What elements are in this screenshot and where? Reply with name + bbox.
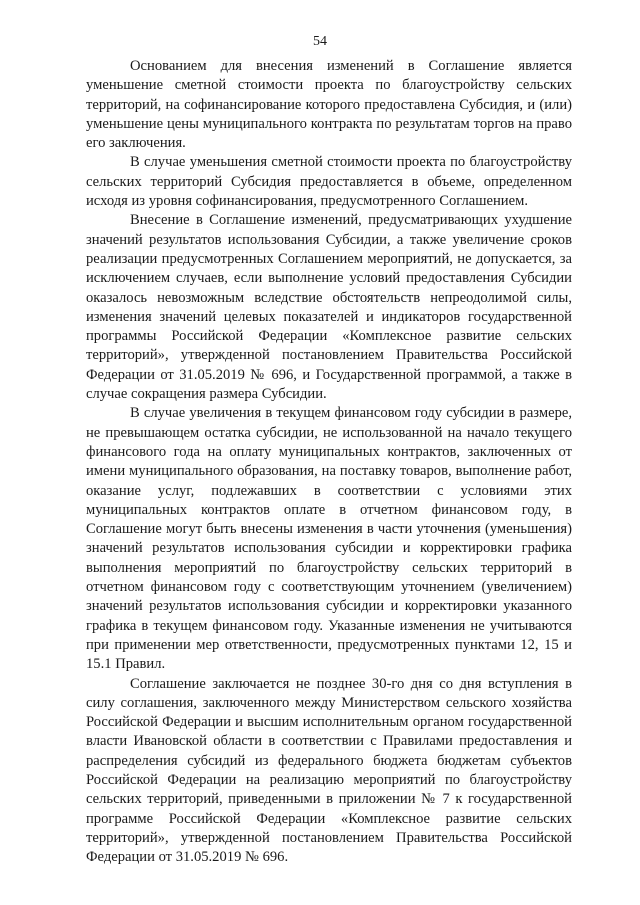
paragraph-grounds-for-changes: Основанием для внесения изменений в Соглашение является уменьшение сметной стоимости проекта по благоустройству сельских территорий, на софинансирование которого предоставлена Субсидия, и (или) уменьшение цены муниципального контракта по результатам торгов на право его заключения. xyxy=(86,58,572,152)
paragraph-changes-restrictions: Внесение в Соглашение изменений, предусматривающих ухудшение значений результатов использования Субсидии, а также увеличение сроков реализации предусмотренных Соглашением мероприятий, не допускается, за исключением случаев, если выполнение условий предоставления Субсидии оказалось невозможным вследствие обстоятельств непреодолимой силы, изменения значений целевых показателей и индикаторов государственной программы Российской Федерации «Комплексное развитие сельских территорий», утвержденной постановлением Правительства Российской Федерации от 31.05.2019 № 696, и Государственной программой, а также в случае сокращения размера Субсидии. xyxy=(86,212,572,403)
paragraph-cost-reduction: В случае уменьшения сметной стоимости проекта по благоустройству сельских территорий Субсидия предоставляется в объеме, определенном исходя из уровня софинансирования, предусмотренного Соглашением. xyxy=(86,154,572,210)
paragraph-agreement-deadline: Соглашение заключается не позднее 30-го дня со дня вступления в силу соглашения, заключенного между Министерством сельского хозяйства Российской Федерации и высшим исполнительным органом государственной власти Ивановской области в соответствии с Правилами предоставления и распределения субсидий из федерального бюджета бюджетам субъектов Российской Федерации на реализацию мероприятий по благоустройству сельских территорий, приведенными в приложении № 7 к государственной программе Российской Федерации «Комплексное развитие сельских территорий», утвержденной постановлением Правительства Российской Федерации от 31.05.2019 № 696. xyxy=(86,675,572,866)
document-body xyxy=(86,57,572,867)
paragraph-subsidy-increase: В случае увеличения в текущем финансовом году субсидии в размере, не превышающем остатка субсидии, не использованной на начало текущего финансового года на оплату муниципальных контрактов, заключенных от имени муниципального образования, на поставку товаров, выполнение работ, оказание услуг, подлежавших в соответствии с условиями этих муниципальных контрактов оплате в отчетном финансовом году, в Соглашение могут быть внесены изменения в части уточнения (уменьшения) значений результатов использования субсидии и корректировки графика выполнения мероприятий по благоустройству сельских территорий в отчетном финансовом году с соответствующим уточнением (увеличением) значений результатов использования субсидии и корректировки указанного графика в текущем финансовом году. Указанные изменения не учитываются при применении мер ответственности, предусмотренных пунктами 12, 15 и 15.1 Правил. xyxy=(86,405,572,673)
page-number: 54 xyxy=(313,34,327,49)
